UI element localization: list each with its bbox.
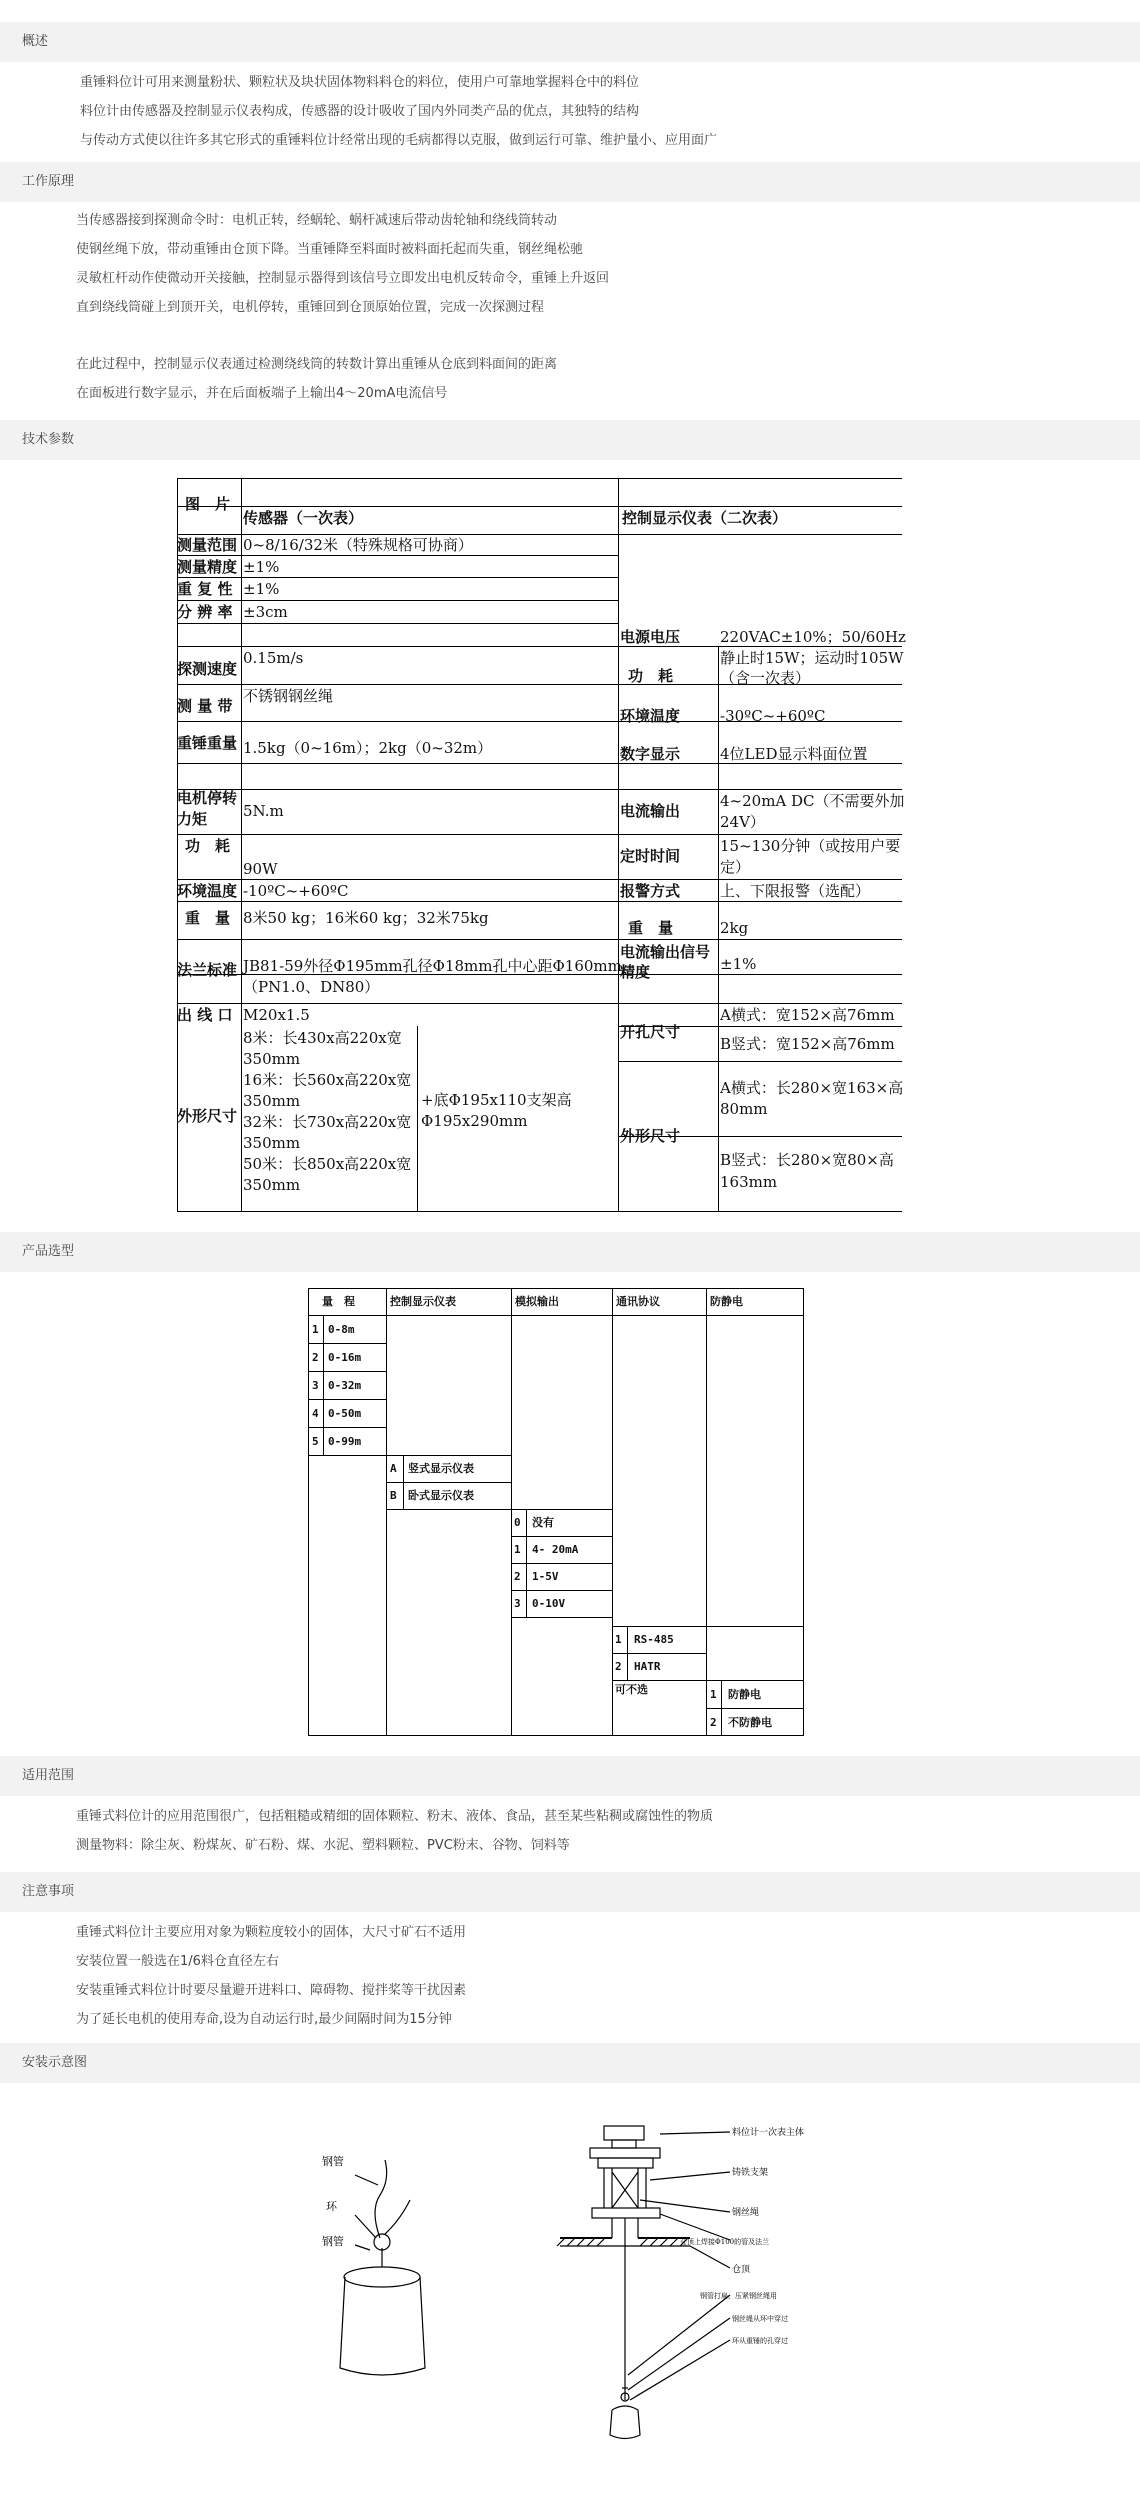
spec-value: 80mm (720, 1100, 768, 1118)
spec-table (177, 478, 906, 1212)
spec-value: 0.15m/s (243, 649, 304, 667)
text-line: 重锤料位计可用来测量粉状、颗粒状及块状固体物料料仓的料位，使用户可靠地掌握料仓中的料位 (80, 75, 640, 90)
text-line: 在此过程中，控制显示仪表通过检测绕线筒的转数计算出重锤从仓底到料面间的距离 (76, 357, 558, 372)
code: 1 (615, 1633, 622, 1646)
spec-label: 电流输出信号 (620, 943, 711, 961)
flange (592, 2208, 660, 2218)
section-header-specs (0, 420, 1140, 460)
spec-value-2: B竖式：宽152×高76mm (720, 1035, 895, 1053)
spec-value-2: B竖式：长280×宽80×高 (720, 1151, 894, 1169)
code: 2 (615, 1660, 622, 1673)
spec-label: 外形尺寸 (620, 1127, 681, 1145)
base-line: +底Φ195x110支架高 (421, 1091, 572, 1109)
photo-label: 图 片 (185, 495, 231, 513)
code: B (390, 1489, 397, 1502)
spec-value: M20x1.5 (243, 1006, 310, 1024)
dim-line: 350mm (243, 1134, 301, 1152)
spec-value: ±1% (243, 558, 280, 576)
spec-label: 探测速度 (177, 660, 238, 678)
code: 1 (514, 1543, 521, 1556)
spec-label: 出 线 口 (177, 1006, 233, 1024)
install-diagram (260, 2120, 860, 2450)
spec-value-2: （含一次表） (720, 669, 811, 687)
text-line: 重锤式料位计的应用范围很广，包括粗糙或精细的固体颗粒、粉末、液体、食品，甚至某些粘稠或腐蚀性的物质 (76, 1809, 714, 1824)
section-header-principle (0, 162, 1140, 202)
dim-line: 350mm (243, 1092, 301, 1110)
spec-label: 测 量 带 (177, 697, 233, 715)
esd-option: 不防静电 (728, 1716, 772, 1729)
spec-label: 定时时间 (620, 847, 681, 865)
code: 4 (312, 1407, 319, 1420)
sel-header: 量 程 (322, 1295, 355, 1308)
section-header-install (0, 2043, 1140, 2083)
section-title: 概述 (22, 34, 49, 49)
spec-label: 功 耗 (185, 837, 231, 855)
wire-rope (375, 2160, 387, 2238)
spec-value: A横式：宽152×高76mm (720, 1006, 895, 1024)
spec-label: 重 量 (628, 919, 674, 937)
spec-value-2: 定） (720, 858, 751, 876)
code: 2 (312, 1351, 319, 1364)
code: 5 (312, 1435, 319, 1448)
display-option: 竖式显示仪表 (408, 1462, 474, 1475)
spec-value: 上、下限报警（选配） (720, 882, 871, 900)
text-line: 与传动方式使以往许多其它形式的重锤料位计经常出现的毛病都得以克服，做到运行可靠、维护量小、应用面广 (80, 133, 718, 148)
spec-label: 开孔尺寸 (620, 1023, 681, 1041)
diagram-label: 环从重锤的孔穿过 (732, 2337, 788, 2345)
section-header-scope (0, 1756, 1140, 1796)
base-line: Φ195x290mm (421, 1112, 528, 1130)
dim-line: 350mm (243, 1176, 301, 1194)
spec-label: 电机停转 (177, 789, 238, 807)
spec-label: 电源电压 (620, 628, 681, 646)
spec-value: 15~130分钟（或按用户要 (720, 837, 901, 855)
dim-line: 16米：长560x高220x宽 (243, 1071, 412, 1089)
scope-text (76, 1802, 713, 1860)
text-line: 灵敏杠杆动作使微动开关接触，控制显示器得到该信号立即发出电机反转命令，重锤上升返回 (76, 271, 610, 286)
spec-value-2: （PN1.0、DN80） (243, 978, 380, 996)
code: 1 (312, 1323, 319, 1336)
text-line: 直到绕线筒碰上到顶开关，电机停转，重锤回到仓顶原始位置，完成一次探测过程 (76, 300, 545, 315)
code: 0 (514, 1516, 521, 1529)
overview-text (80, 68, 717, 155)
sensor-header: 传感器（一次表） (243, 509, 364, 527)
diagram-label: 环 (326, 2200, 337, 2213)
comm-optional: 可不选 (615, 1683, 648, 1696)
sel-header: 通讯协议 (616, 1295, 660, 1308)
dim-line: 50米：长850x高220x宽 (243, 1155, 412, 1173)
code: 2 (514, 1570, 521, 1583)
principle-text-2 (76, 350, 557, 408)
section-title: 注意事项 (22, 1884, 75, 1899)
weight (610, 2406, 640, 2439)
weight-top (344, 2267, 420, 2287)
display-option: 卧式显示仪表 (408, 1489, 474, 1502)
spec-value: ±1% (243, 580, 280, 598)
spec-label: 重锤重量 (177, 734, 238, 752)
section-title: 适用范围 (22, 1768, 75, 1783)
spec-value-2: 163mm (720, 1173, 778, 1191)
instrument-base (590, 2148, 660, 2158)
notes-text (76, 1918, 466, 2034)
code: 3 (514, 1597, 521, 1610)
diagram-label: 钢丝绳从环中穿过 (732, 2315, 788, 2323)
text-line: 测量物料：除尘灰、粉煤灰、矿石粉、煤、水泥、塑料颗粒、PVC粉末、谷物、饲料等 (76, 1838, 570, 1853)
dim-line: 8米：长430x高220x宽 (243, 1029, 402, 1047)
ring (374, 2234, 390, 2250)
spec-label: 电流输出 (620, 802, 681, 820)
text-line: 安装重锤式料位计时要尽量避开进料口、障碍物、搅拌桨等干扰因素 (76, 1983, 467, 1998)
comm-option: RS-485 (634, 1633, 674, 1646)
section-header-notes (0, 1872, 1140, 1912)
spec-value: 不锈钢钢丝绳 (243, 687, 334, 705)
spec-value: 1.5kg（0~16m）；2kg（0~32m） (243, 739, 493, 757)
text-line: 安装位置一般选在1/6料仓直径左右 (76, 1954, 279, 1969)
dim-line: 32米：长730x高220x宽 (243, 1113, 412, 1131)
analog-option: 没有 (532, 1516, 554, 1529)
spec-label-2: 力矩 (177, 810, 208, 828)
analog-option: 4- 20mA (532, 1543, 579, 1556)
text-line: 当传感器接到探测命令时：电机正转，经蜗轮、蜗杆减速后带动齿轮轴和绕线筒转动 (76, 213, 558, 228)
range-option: 0-16m (328, 1351, 362, 1364)
section-header-selection (0, 1232, 1140, 1272)
range-option: 0-99m (328, 1435, 362, 1448)
range-option: 0-50m (328, 1407, 362, 1420)
spec-value: JB81-59外径Φ195mm孔径Φ18mm孔中心距Φ160mm (243, 957, 622, 975)
diagram-label: 仓顶 (732, 2265, 751, 2275)
bracket (604, 2168, 646, 2208)
spec-value: 90W (243, 860, 278, 878)
diagram-label: 料位计一次表主体 (732, 2128, 805, 2138)
spec-value: 静止时15W；运动时105W (720, 649, 904, 667)
spec-label: 法兰标准 (177, 961, 238, 979)
spec-value: 8米50 kg；16米60 kg；32米75kg (243, 909, 489, 927)
spec-label: 重 复 性 (177, 580, 233, 598)
principle-text (76, 206, 609, 322)
sel-header: 控制显示仪表 (390, 1295, 456, 1308)
diagram-label: 钢管 (322, 2155, 344, 2168)
section-title: 工作原理 (22, 174, 75, 189)
display-header: 控制显示仪表（二次表） (622, 509, 788, 527)
spec-label: 测量精度 (177, 558, 238, 576)
spec-label: 分 辨 率 (177, 603, 233, 621)
spec-value: -30ºC~+60ºC (720, 707, 826, 725)
range-option: 0-8m (328, 1323, 355, 1336)
spec-value: 5N.m (243, 802, 284, 820)
text-line: 重锤式料位计主要应用对象为颗粒度较小的固体，大尺寸矿石不适用 (76, 1925, 467, 1940)
spec-label: 环境温度 (177, 882, 238, 900)
text-line: 在面板进行数字显示，并在后面板端子上输出4～20mA电流信号 (76, 386, 448, 401)
spec-value: 220VAC±10%；50/60Hz (720, 628, 906, 646)
spec-label: 测量范围 (177, 536, 238, 554)
esd-option: 防静电 (728, 1688, 761, 1701)
spec-value: 4~20mA DC（不需要外加 (720, 792, 905, 810)
analog-option: 0-10V (532, 1597, 566, 1610)
diagram-label: 钢丝绳 (732, 2208, 760, 2218)
spec-label-2: 精度 (620, 963, 651, 981)
section-header-overview (0, 22, 1140, 62)
code: A (390, 1462, 397, 1475)
diagram-label: 钢管打扁，压紧钢丝绳用 (700, 2292, 777, 2300)
range-option: 0-32m (328, 1379, 362, 1392)
spec-value: -10ºC~+60ºC (243, 882, 349, 900)
spec-label: 报警方式 (620, 882, 681, 900)
selection-table (308, 1288, 804, 1736)
diagram-label: 仓顶上焊接Φ100的管及法兰 (680, 2238, 770, 2246)
spec-label: 功 耗 (628, 667, 674, 685)
spec-label: 数字显示 (620, 745, 681, 763)
spec-value: ±1% (720, 955, 757, 973)
spec-value: 0~8/16/32米（特殊规格可协商） (243, 536, 473, 554)
section-title: 技术参数 (22, 432, 75, 447)
weight-body (340, 2277, 425, 2375)
text-line: 为了延长电机的使用寿命,设为自动运行时,最少间隔时间为15分钟 (76, 2012, 452, 2027)
spec-label: 环境温度 (620, 707, 681, 725)
section-title: 安装示意图 (22, 2055, 88, 2070)
comm-option: HATR (634, 1660, 661, 1673)
text-line: 使钢丝绳下放，带动重锤由仓顶下降。当重锤降至料面时被料面托起而失重，钢丝绳松驰 (76, 242, 584, 257)
code: 3 (312, 1379, 319, 1392)
spec-value: A横式：长280×宽163×高 (720, 1079, 904, 1097)
spec-label: 重 量 (185, 909, 231, 927)
spec-value: 4位LED显示料面位置 (720, 745, 868, 763)
spec-value-2: 24V） (720, 813, 765, 831)
diagram-label: 铸铁支架 (732, 2168, 769, 2178)
code: 2 (710, 1716, 717, 1729)
sel-header: 防静电 (710, 1295, 743, 1308)
spec-value: ±3cm (243, 603, 288, 621)
code: 1 (710, 1688, 717, 1701)
text-line: 料位计由传感器及控制显示仪表构成，传感器的设计吸收了国内外同类产品的优点，其独特的结构 (80, 104, 640, 119)
analog-option: 1-5V (532, 1570, 559, 1583)
instrument-head (604, 2126, 644, 2140)
spec-value: 2kg (720, 919, 749, 937)
spec-label: 外形尺寸 (177, 1107, 238, 1125)
sel-header: 模拟输出 (515, 1295, 559, 1308)
diagram-label: 钢管 (322, 2235, 344, 2248)
section-title: 产品选型 (22, 1244, 75, 1259)
dim-line: 350mm (243, 1050, 301, 1068)
